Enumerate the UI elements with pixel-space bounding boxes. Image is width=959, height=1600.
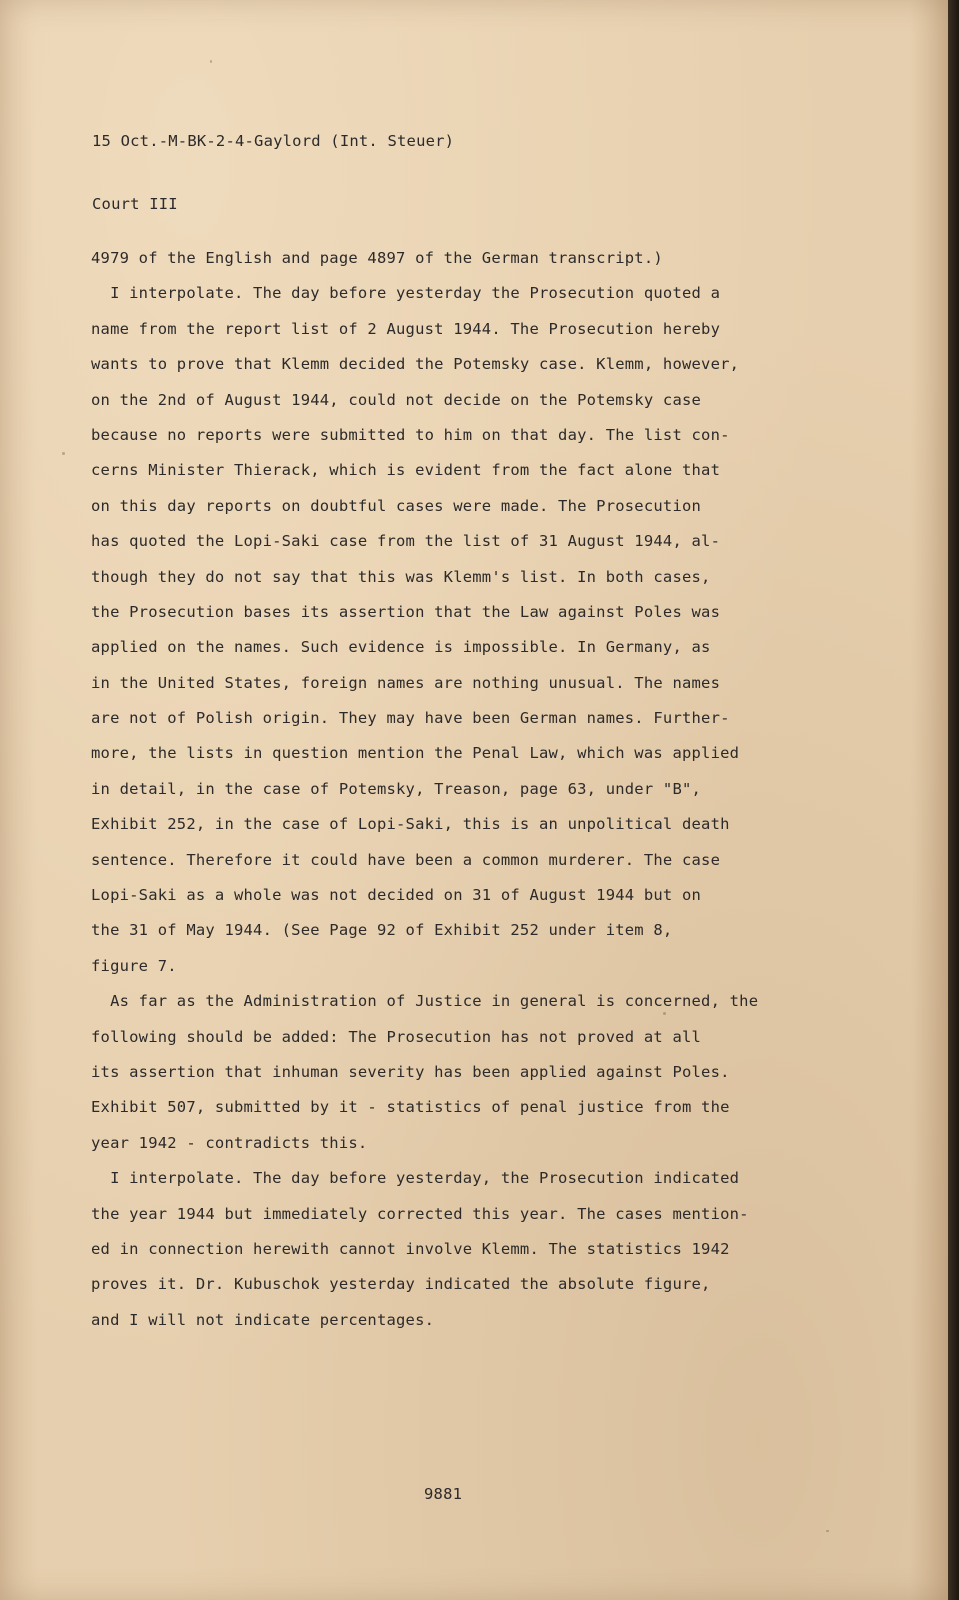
text-line: ed in connection herewith cannot involve Klemm. The statistics 1942 [91, 1239, 730, 1258]
text-line: the year 1944 but immediately corrected this year. The cases mention- [91, 1204, 749, 1223]
header-session-line: 15 Oct.-M-BK-2-4-Gaylord (Int. Steuer) [92, 132, 455, 150]
text-line: 4979 of the English and page 4897 of the German transcript.) [91, 249, 663, 267]
text-line: name from the report list of 2 August 1944. The Prosecution hereby [91, 319, 721, 338]
text-line: cerns Minister Thierack, which is evident from the fact alone that [91, 461, 721, 480]
text-line: proves it. Dr. Kubuschok yesterday indicated the absolute figure, [91, 1275, 711, 1294]
transcript-body [91, 241, 831, 1338]
text-line: on this day reports on doubtful cases were made. The Prosecution [91, 496, 702, 515]
text-line: applied on the names. Such evidence is impossible. In Germany, as [91, 638, 711, 657]
text-line: in the United States, foreign names are nothing unusual. The names [91, 673, 721, 692]
text-line: sentence. Therefore it could have been a common murderer. The case [91, 850, 721, 869]
text-line: year 1942 - contradicts this. [91, 1133, 368, 1152]
text-line: on the 2nd of August 1944, could not decide on the Potemsky case [91, 390, 702, 409]
text-line: wants to prove that Klemm decided the Potemsky case. Klemm, however, [91, 355, 740, 374]
text-line: I interpolate. The day before yesterday, the Prosecution indicated [91, 1169, 740, 1188]
page-number: 9881 [424, 1485, 463, 1503]
text-line: though they do not say that this was Klemm's list. In both cases, [91, 567, 711, 586]
document-header [92, 89, 454, 257]
text-line: in detail, in the case of Potemsky, Treason, page 63, under "B", [91, 779, 702, 798]
text-line: has quoted the Lopi-Saki case from the list of 31 August 1944, al- [91, 532, 721, 551]
text-line: more, the lists in question mention the Penal Law, which was applied [91, 744, 740, 763]
scan-edge [948, 0, 959, 1600]
paper-speck [210, 60, 212, 63]
text-line: because no reports were submitted to him on that day. The list con- [91, 425, 730, 444]
text-line: As far as the Administration of Justice in general is concerned, the [91, 992, 759, 1011]
text-line: are not of Polish origin. They may have been German names. Further- [91, 709, 730, 728]
text-line: figure 7. [91, 956, 177, 975]
paper-speck [62, 452, 65, 455]
text-line: Exhibit 507, submitted by it - statistics of penal justice from the [91, 1098, 730, 1117]
header-court-line: Court III [92, 195, 178, 213]
text-line: its assertion that inhuman severity has been applied against Poles. [91, 1062, 730, 1081]
text-line: following should be added: The Prosecution has not proved at all [91, 1027, 702, 1046]
paper-speck [826, 1530, 829, 1532]
text-line: the 31 of May 1944. (See Page 92 of Exhibit 252 under item 8, [91, 921, 673, 940]
text-line: Lopi-Saki as a whole was not decided on 31 of August 1944 but on [91, 886, 702, 905]
text-line: the Prosecution bases its assertion that the Law against Poles was [91, 602, 721, 621]
paper-speck [663, 1012, 666, 1015]
text-line: Exhibit 252, in the case of Lopi-Saki, this is an unpolitical death [91, 815, 730, 834]
text-line: and I will not indicate percentages. [91, 1310, 435, 1329]
text-line: I interpolate. The day before yesterday the Prosecution quoted a [91, 284, 721, 303]
